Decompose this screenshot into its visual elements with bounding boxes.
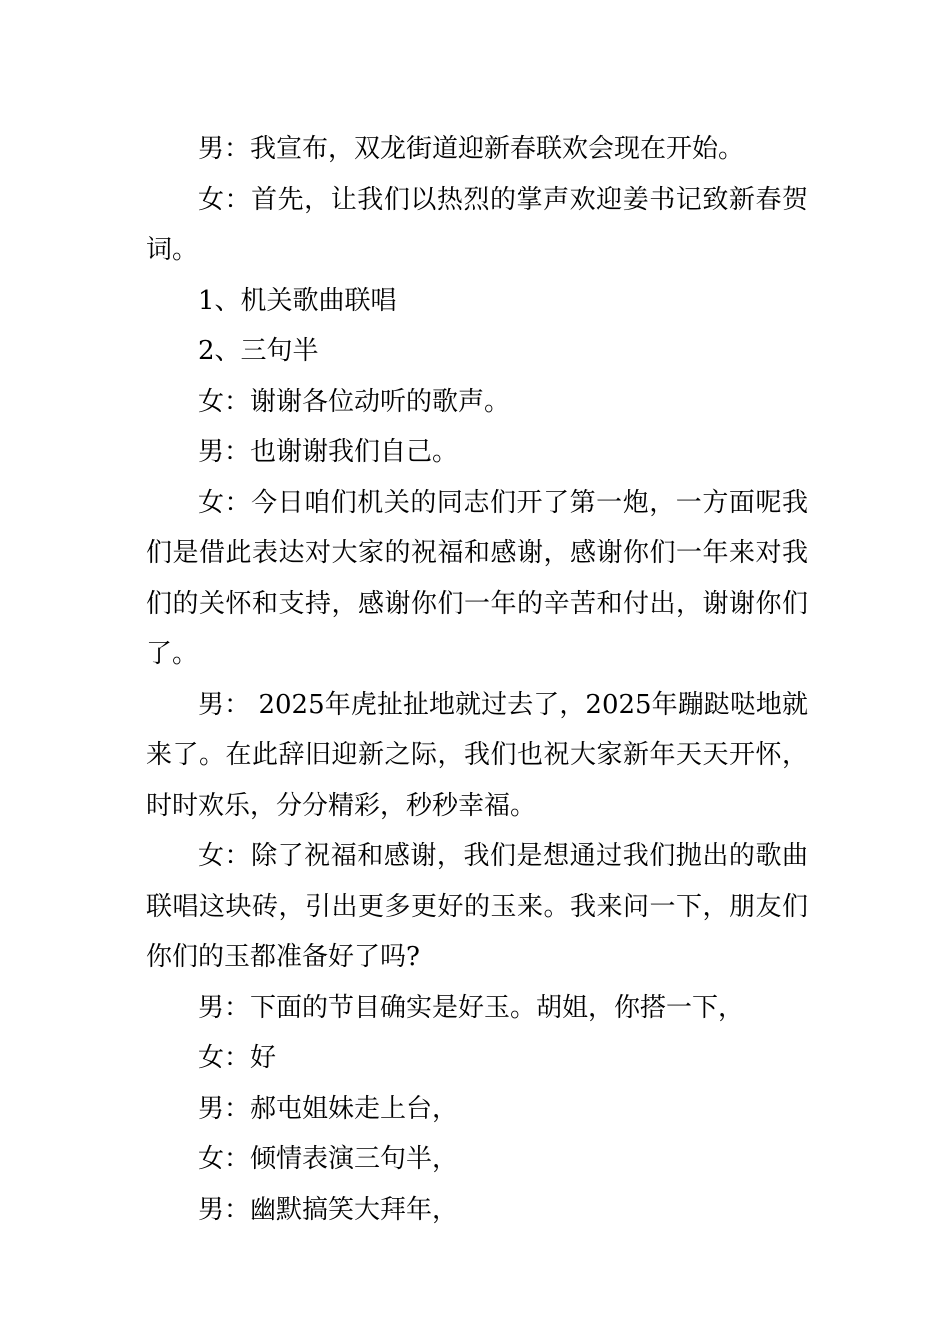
paragraph: 女：倾情表演三句半，: [198, 1144, 459, 1174]
paragraph: 男：下面的节目确实是好玉。胡姐，你搭一下，: [198, 992, 745, 1023]
paragraph: 男：幽默搞笑大拜年，: [198, 1194, 459, 1225]
paragraph: 女：好: [198, 1043, 277, 1073]
paragraph: 男：也谢谢我们自己。: [198, 437, 459, 467]
paragraph: 2、三句半: [198, 336, 319, 366]
paragraph: 男：我宣布，双龙街道迎新春联欢会现在开始。: [198, 134, 745, 164]
paragraph: 1、机关歌曲联唱: [198, 285, 397, 316]
paragraph: 女：除了祝福和感谢，我们是想通过我们抛出的歌曲联唱这块砖，引出更多更好的玉来。我来问一下，朋友们你们的玉都准备好了吗?: [146, 841, 808, 972]
paragraph: 女：谢谢各位动听的歌声。: [198, 386, 511, 417]
paragraph: 女：今日咱们机关的同志们开了第一炮，一方面呢我们是借此表达对大家的祝福和感谢，感谢你们一年来对我们的关怀和支持，感谢你们一年的辛苦和付出，谢谢你们了。: [146, 487, 808, 669]
paragraph: 男：郝屯姐妹走上台，: [198, 1093, 459, 1124]
paragraph: 女：首先，让我们以热烈的掌声欢迎姜书记致新春贺词。: [146, 184, 808, 265]
paragraph: 男： 2025年虎扯扯地就过去了，2025年蹦跶哒地就来了。在此辞旧迎新之际，我们也祝大家新年天天开怀，时时欢乐，分分精彩，秒秒幸福。: [146, 689, 808, 821]
document-body: [146, 124, 808, 1235]
